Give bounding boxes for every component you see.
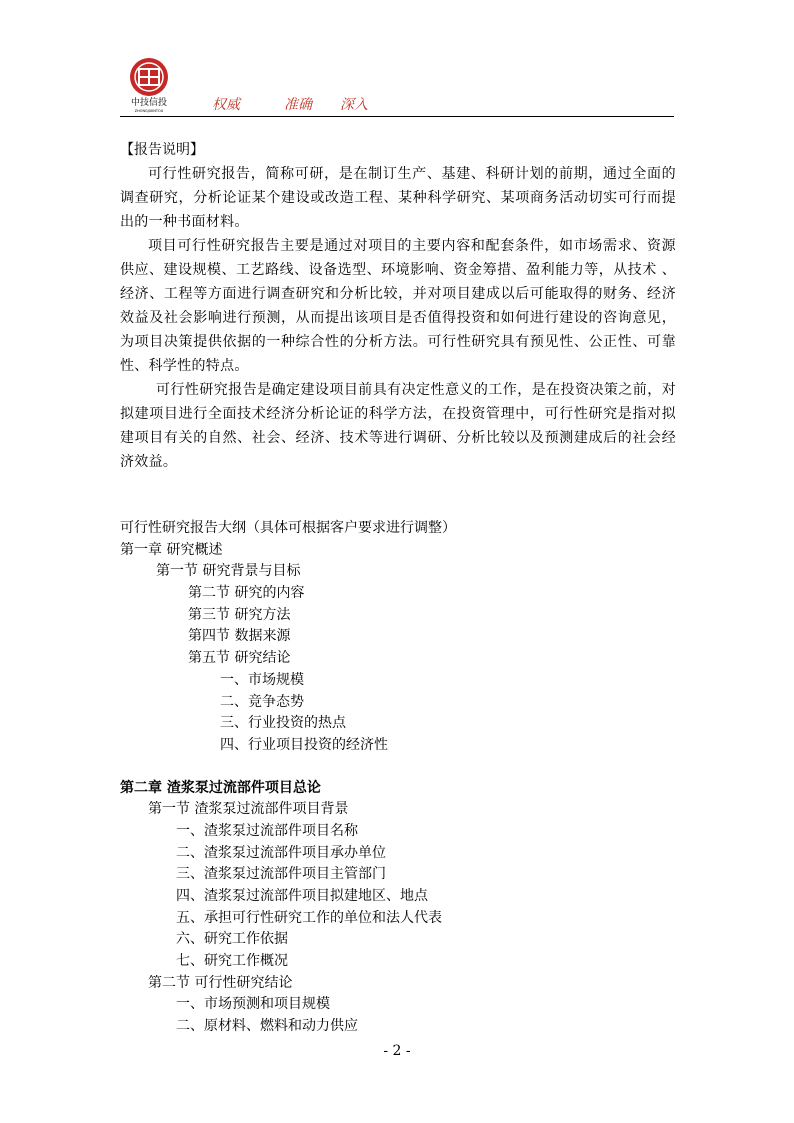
chapter-2-item: 一、市场预测和项目规模 <box>176 996 330 1013</box>
section-title: 【报告说明】 <box>120 142 204 158</box>
page-content <box>120 138 676 1038</box>
company-logo <box>124 56 174 114</box>
outline-title: 可行性研究报告大纲（具体可根据客户要求进行调整） <box>120 520 456 536</box>
chapter-1-section-4: 第四节 数据来源 <box>188 628 291 645</box>
chapter-2-item: 三、渣浆泵过流部件项目主管部门 <box>176 866 386 883</box>
chapter-2-item: 五、承担可行性研究工作的单位和法人代表 <box>176 909 442 926</box>
paragraph-3: 可行性研究报告是确定建设项目前具有决定性意义的工作，是在投资决策之前，对拟建项目进行全面技术经济分析论证的科学方法，在投资管理中，可行性研究是指对拟建项目有关的自然、社会、经济、技术等进行调研、分析比较以及预测建成后的社会经济效益。 <box>120 382 676 470</box>
chapter-1-section-1: 第一节 研究背景与目标 <box>156 563 301 580</box>
chapter-1-item: 四、行业项目投资的经济性 <box>220 736 388 753</box>
svg-text:中技信投: 中技信投 <box>130 98 168 108</box>
chapter-1-title: 第一章 研究概述 <box>120 541 223 558</box>
paragraph-2: 项目可行性研究报告主要是通过对项目的主要内容和配套条件，如市场需求、资源供应、建设规模、工艺路线、设备选型、环境影响、资金筹措、盈利能力等，从技术 、经济、工程等方面进行调查研究和分析比较，并对项目建成以后可能取得的财务、经济效益及社会影响进行预测，从而提出该项目是否值得投资和如何进行建设的咨询意见，为项目决策提供依据的一种综合性的分析方法。可行性研究具有预见性、公正性、可靠性、科学性的特点。 <box>120 238 676 374</box>
header-slogans <box>212 94 368 114</box>
chapter-1-section-5: 第五节 研究结论 <box>188 650 291 667</box>
chapter-2-section-2: 第二节 可行性研究结论 <box>148 974 293 991</box>
chapter-2-item: 二、渣浆泵过流部件项目承办单位 <box>176 844 386 861</box>
chapter-2-item: 六、研究工作依据 <box>176 931 288 948</box>
page-header <box>120 52 674 117</box>
chapter-2-item: 一、渣浆泵过流部件项目名称 <box>176 822 358 839</box>
page-number: - 2 - <box>383 1043 411 1059</box>
chapter-1-item: 一、市场规模 <box>220 671 304 688</box>
chapter-2-title: 第二章 渣浆泵过流部件项目总论 <box>120 779 321 796</box>
svg-text:ZHONGJIXINTOU: ZHONGJIXINTOU <box>134 109 164 113</box>
chapter-2-item: 二、原材料、燃料和动力供应 <box>176 1018 358 1035</box>
paragraph-1: 可行性研究报告，简称可研，是在制订生产、基建、科研计划的前期，通过全面的调查研究，分析论证某个建设或改造工程、某种科学研究、某项商务活动切实可行而提出的一种书面材料。 <box>120 166 676 230</box>
slogan-authority: 权威 <box>212 97 240 113</box>
chapter-1-item: 三、行业投资的热点 <box>220 715 346 732</box>
chapter-2-item: 七、研究工作概况 <box>176 953 288 970</box>
slogan-deep: 深入 <box>340 97 368 113</box>
chapter-1-section-3: 第三节 研究方法 <box>188 606 291 623</box>
chapter-1-item: 二、竞争态势 <box>220 693 304 710</box>
chapter-1-section-2: 第二节 研究的内容 <box>188 585 305 602</box>
slogan-accurate: 准确 <box>284 97 312 113</box>
chapter-2-section-1: 第一节 渣浆泵过流部件项目背景 <box>148 801 349 818</box>
chapter-2-item: 四、渣浆泵过流部件项目拟建地区、地点 <box>176 888 428 904</box>
